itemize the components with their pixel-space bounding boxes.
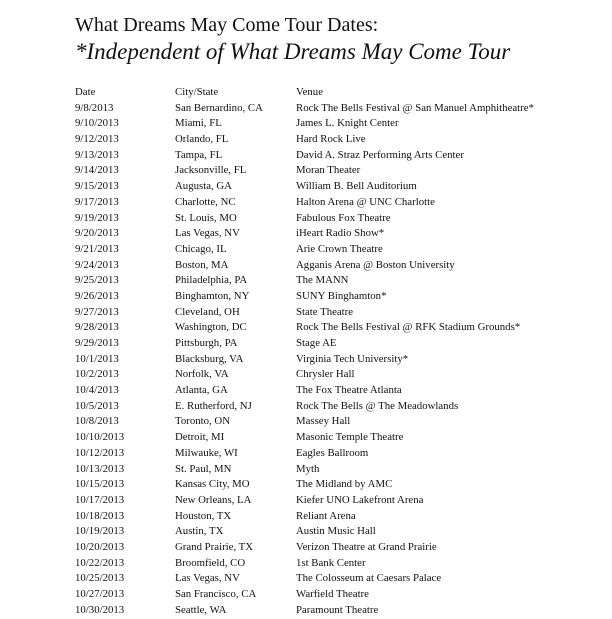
cell-venue: Virginia Tech University* [296,352,409,365]
cell-date: 9/15/2013 [75,180,119,193]
cell-city: New Orleans, LA [175,493,252,506]
cell-venue: Rock The Bells @ The Meadowlands [296,399,459,412]
cell-city: Las Vegas, NV [175,227,240,240]
cell-city: San Bernardino, CA [175,101,263,114]
cell-city: Houston, TX [175,509,232,522]
cell-city: Milwauke, WI [175,446,238,459]
cell-city: Binghamton, NY [175,289,250,302]
cell-venue: Chrysler Hall [296,368,355,381]
cell-date: 10/15/2013 [75,478,125,491]
cell-date: 9/8/2013 [75,101,114,114]
cell-date: 9/12/2013 [75,133,119,146]
cell-city: Washington, DC [175,321,247,334]
page-subtitle: *Independent of What Dreams May Come Tour [75,39,511,64]
cell-date: 10/20/2013 [75,540,125,553]
cell-venue: State Theatre [296,305,354,318]
cell-city: Charlotte, NC [175,195,236,208]
cell-city: Austin, TX [175,525,224,538]
column-header-date: Date [75,86,96,98]
cell-city: Orlando, FL [175,133,229,146]
cell-date: 10/5/2013 [75,399,119,412]
cell-city: Philadelphia, PA [175,274,248,287]
cell-date: 9/28/2013 [75,321,119,334]
cell-date: 9/10/2013 [75,117,119,130]
cell-venue: Paramount Theatre [296,603,379,616]
cell-venue: Warfield Theatre [296,588,369,600]
cell-venue: Massey Hall [296,415,351,428]
cell-city: Tampa, FL [175,148,223,161]
cell-date: 9/13/2013 [75,148,119,161]
cell-date: 10/13/2013 [75,462,125,475]
cell-date: 10/1/2013 [75,352,119,365]
cell-date: 10/22/2013 [75,556,125,569]
cell-venue: Austin Music Hall [296,525,376,538]
cell-city: Blacksburg, VA [175,352,244,365]
cell-city: Jacksonville, FL [175,164,247,177]
cell-date: 9/19/2013 [75,211,119,224]
cell-venue: Masonic Temple Theatre [296,431,404,444]
cell-venue: Rock The Bells Festival @ San Manuel Amphitheatre* [296,101,534,114]
cell-venue: The MANN [296,274,349,287]
cell-city: St. Paul, MN [175,462,232,475]
cell-venue: Verizon Theatre at Grand Prairie [296,540,437,553]
cell-city: Kansas City, MO [175,478,250,491]
cell-date: 10/18/2013 [75,509,125,522]
cell-city: Detroit, MI [175,431,225,444]
cell-date: 10/27/2013 [75,588,125,600]
cell-city: Pittsburgh, PA [175,337,238,349]
cell-date: 10/10/2013 [75,431,125,444]
cell-venue: Eagles Ballroom [296,446,369,459]
cell-venue: Stage AE [296,337,337,349]
cell-city: E. Rutherford, NJ [175,399,252,412]
cell-venue: The Midland by AMC [296,478,393,491]
cell-venue: James L. Knight Center [296,117,399,130]
cell-date: 9/24/2013 [75,258,119,271]
cell-date: 10/12/2013 [75,446,125,459]
column-header-venue: Venue [296,86,323,98]
cell-venue: iHeart Radio Show* [296,227,385,240]
cell-date: 10/17/2013 [75,493,125,506]
cell-venue: Hard Rock Live [296,133,366,146]
cell-date: 9/26/2013 [75,289,119,302]
cell-city: Cleveland, OH [175,305,240,318]
cell-date: 9/17/2013 [75,195,119,208]
cell-venue: The Colosseum at Caesars Palace [296,572,442,585]
cell-date: 10/19/2013 [75,525,125,538]
cell-city: Boston, MA [175,258,229,271]
cell-venue: The Fox Theatre Atlanta [296,384,402,397]
cell-city: Chicago, IL [175,242,227,255]
cell-venue: Arie Crown Theatre [296,242,383,255]
cell-date: 10/4/2013 [75,384,119,397]
cell-date: 9/29/2013 [75,337,119,349]
cell-city: Broomfield, CO [175,556,246,569]
column-header-city: City/State [175,86,219,98]
cell-city: Toronto, ON [175,415,231,428]
cell-venue: Fabulous Fox Theatre [296,211,391,224]
cell-venue: SUNY Binghamton* [296,289,387,302]
cell-date: 10/2/2013 [75,368,119,381]
cell-venue: David A. Straz Performing Arts Center [296,148,464,161]
cell-venue: Moran Theater [296,164,361,177]
cell-date: 9/27/2013 [75,305,119,318]
cell-date: 10/30/2013 [75,603,125,616]
cell-date: 10/25/2013 [75,572,125,585]
cell-city: Miami, FL [175,117,222,130]
cell-city: Norfolk, VA [175,368,229,381]
cell-venue: Reliant Arena [296,509,356,522]
cell-city: St. Louis, MO [175,211,237,224]
page-title: What Dreams May Come Tour Dates: [75,14,379,36]
cell-venue: Kiefer UNO Lakefront Arena [296,493,424,506]
cell-venue: Myth [296,462,320,475]
cell-venue: 1st Bank Center [296,556,366,569]
cell-city: Grand Prairie, TX [175,540,254,553]
cell-city: Seattle, WA [175,603,227,616]
cell-date: 10/8/2013 [75,415,119,428]
cell-date: 9/14/2013 [75,164,119,177]
cell-city: Augusta, GA [175,180,232,193]
cell-date: 9/25/2013 [75,274,119,287]
cell-date: 9/21/2013 [75,242,119,255]
cell-city: San Francisco, CA [175,588,257,600]
cell-venue: Rock The Bells Festival @ RFK Stadium Grounds* [296,321,521,334]
cell-venue: Agganis Arena @ Boston University [296,258,455,271]
cell-venue: William B. Bell Auditorium [296,180,417,193]
cell-city: Atlanta, GA [175,384,228,397]
cell-date: 9/20/2013 [75,227,119,240]
cell-venue: Halton Arena @ UNC Charlotte [296,195,435,208]
cell-city: Las Vegas, NV [175,572,240,585]
